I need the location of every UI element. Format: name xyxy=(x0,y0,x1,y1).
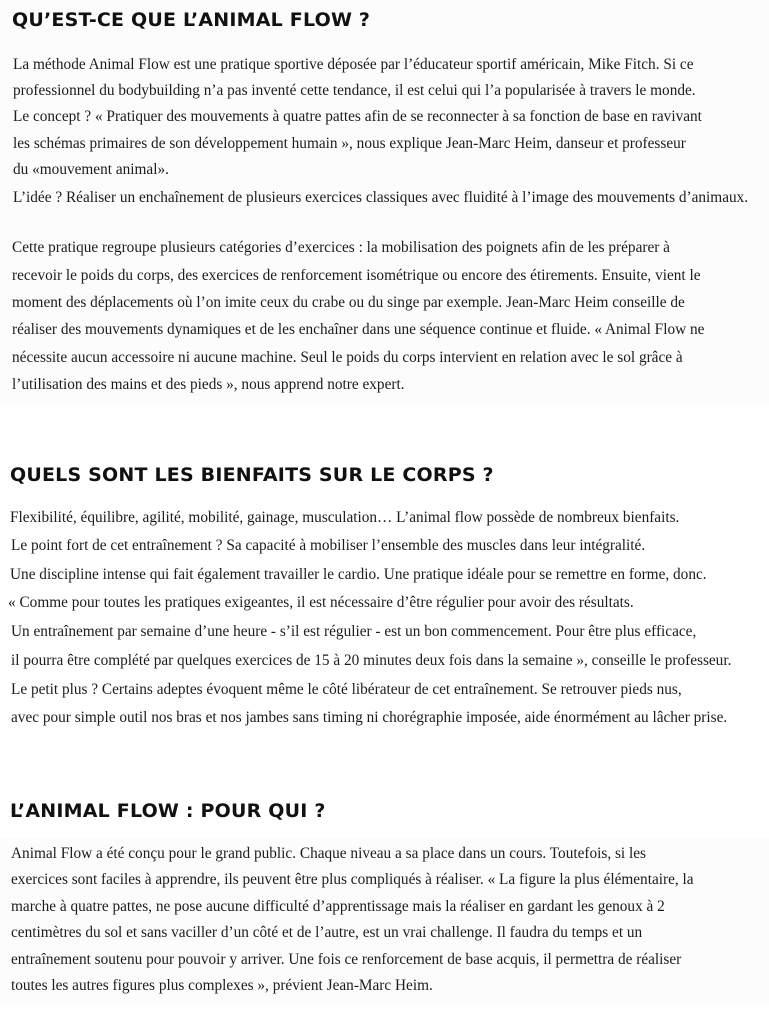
text-line: marche à quatre pattes, ne pose aucune difficulté d’apprentissage mais la réaliser en gardant les genoux à 2 xyxy=(11,898,665,915)
text-line: toutes les autres figures plus complexes », prévient Jean-Marc Heim. xyxy=(11,977,433,994)
text-line: du «mouvement animal». xyxy=(13,161,169,178)
text-line: « Comme pour toutes les pratiques exigeantes, il est nécessaire d’être régulier pour avoir des résultats. xyxy=(8,594,634,611)
text-line: centimètres du sol et sans vaciller d’un côté et de l’autre, est un vrai challenge. Il faudra du temps et un xyxy=(11,924,643,941)
text-line: professionnel du bodybuilding n’a pas inventé cette tendance, il est celui qui l’a popularisée à travers le monde. xyxy=(13,82,696,99)
text-line: il pourra être complété par quelques exercices de 15 à 20 minutes deux fois dans la semaine », conseille le professeur. xyxy=(11,652,732,669)
text-line: réaliser des mouvements dynamiques et de les enchaîner dans une séquence continue et fluide. « Animal Flow ne xyxy=(12,321,705,338)
text-line: nécessite aucun accessoire ni aucune machine. Seul le poids du corps intervient en relation avec le sol grâce à xyxy=(12,349,683,366)
text-line: recevoir le poids du corps, des exercices de renforcement isométrique ou encore des étirements. Ensuite, vient le xyxy=(12,267,701,284)
text-line: Une discipline intense qui fait également travailler le cardio. Une pratique idéale pour se remettre en forme, donc. xyxy=(10,566,707,583)
text-line: L’idée ? Réaliser un enchaînement de plusieurs exercices classiques avec fluidité à l’image des mouvements d’animaux. xyxy=(13,189,749,206)
text-line: l’utilisation des mains et des pieds », nous apprend notre expert. xyxy=(12,376,405,393)
section-heading: QU’EST-CE QUE L’ANIMAL FLOW ? xyxy=(12,9,371,31)
text-line: Un entraînement par semaine d’une heure - s’il est régulier - est un bon commencement. Pour être plus efficace, xyxy=(11,623,697,640)
text-line: exercices sont faciles à apprendre, ils peuvent être plus compliqués à réaliser. « La figure la plus élémentaire, la xyxy=(11,871,694,888)
text-line: avec pour simple outil nos bras et nos jambes sans timing ni chorégraphie imposée, aide énormément au lâcher prise. xyxy=(11,709,728,726)
text-line: Le petit plus ? Certains adeptes évoquent même le côté libérateur de cet entraînement. Se retrouver pieds nus, xyxy=(11,681,682,698)
text-line: les schémas primaires de son développement humain », nous explique Jean-Marc Heim, danseur et professeur xyxy=(13,135,686,152)
section-heading: L’ANIMAL FLOW : POUR QUI ? xyxy=(10,800,326,822)
text-line: Cette pratique regroupe plusieurs catégories d’exercices : la mobilisation des poignets afin de les préparer à xyxy=(12,239,670,256)
section-heading: QUELS SONT LES BIENFAITS SUR LE CORPS ? xyxy=(10,464,494,486)
text-line: La méthode Animal Flow est une pratique sportive déposée par l’éducateur sportif américain, Mike Fitch. Si ce xyxy=(13,56,694,73)
text-line: moment des déplacements où l’on imite ceux du crabe ou du singe par exemple. Jean-Marc Heim conseille de xyxy=(12,294,685,311)
text-line: Le concept ? « Pratiquer des mouvements à quatre pattes afin de se reconnecter à sa fonction de base en ravivant xyxy=(13,108,702,125)
text-line: Flexibilité, équilibre, agilité, mobilité, gainage, musculation… L’animal flow possède de nombreux bienfaits. xyxy=(10,509,680,526)
text-line: Le point fort de cet entraînement ? Sa capacité à mobiliser l’ensemble des muscles dans leur intégralité. xyxy=(11,537,646,554)
text-line: Animal Flow a été conçu pour le grand public. Chaque niveau a sa place dans un cours. Toutefois, si les xyxy=(11,845,646,862)
text-line: entraînement soutenu pour pouvoir y arriver. Une fois ce renforcement de base acquis, il permettra de réaliser xyxy=(11,951,682,968)
